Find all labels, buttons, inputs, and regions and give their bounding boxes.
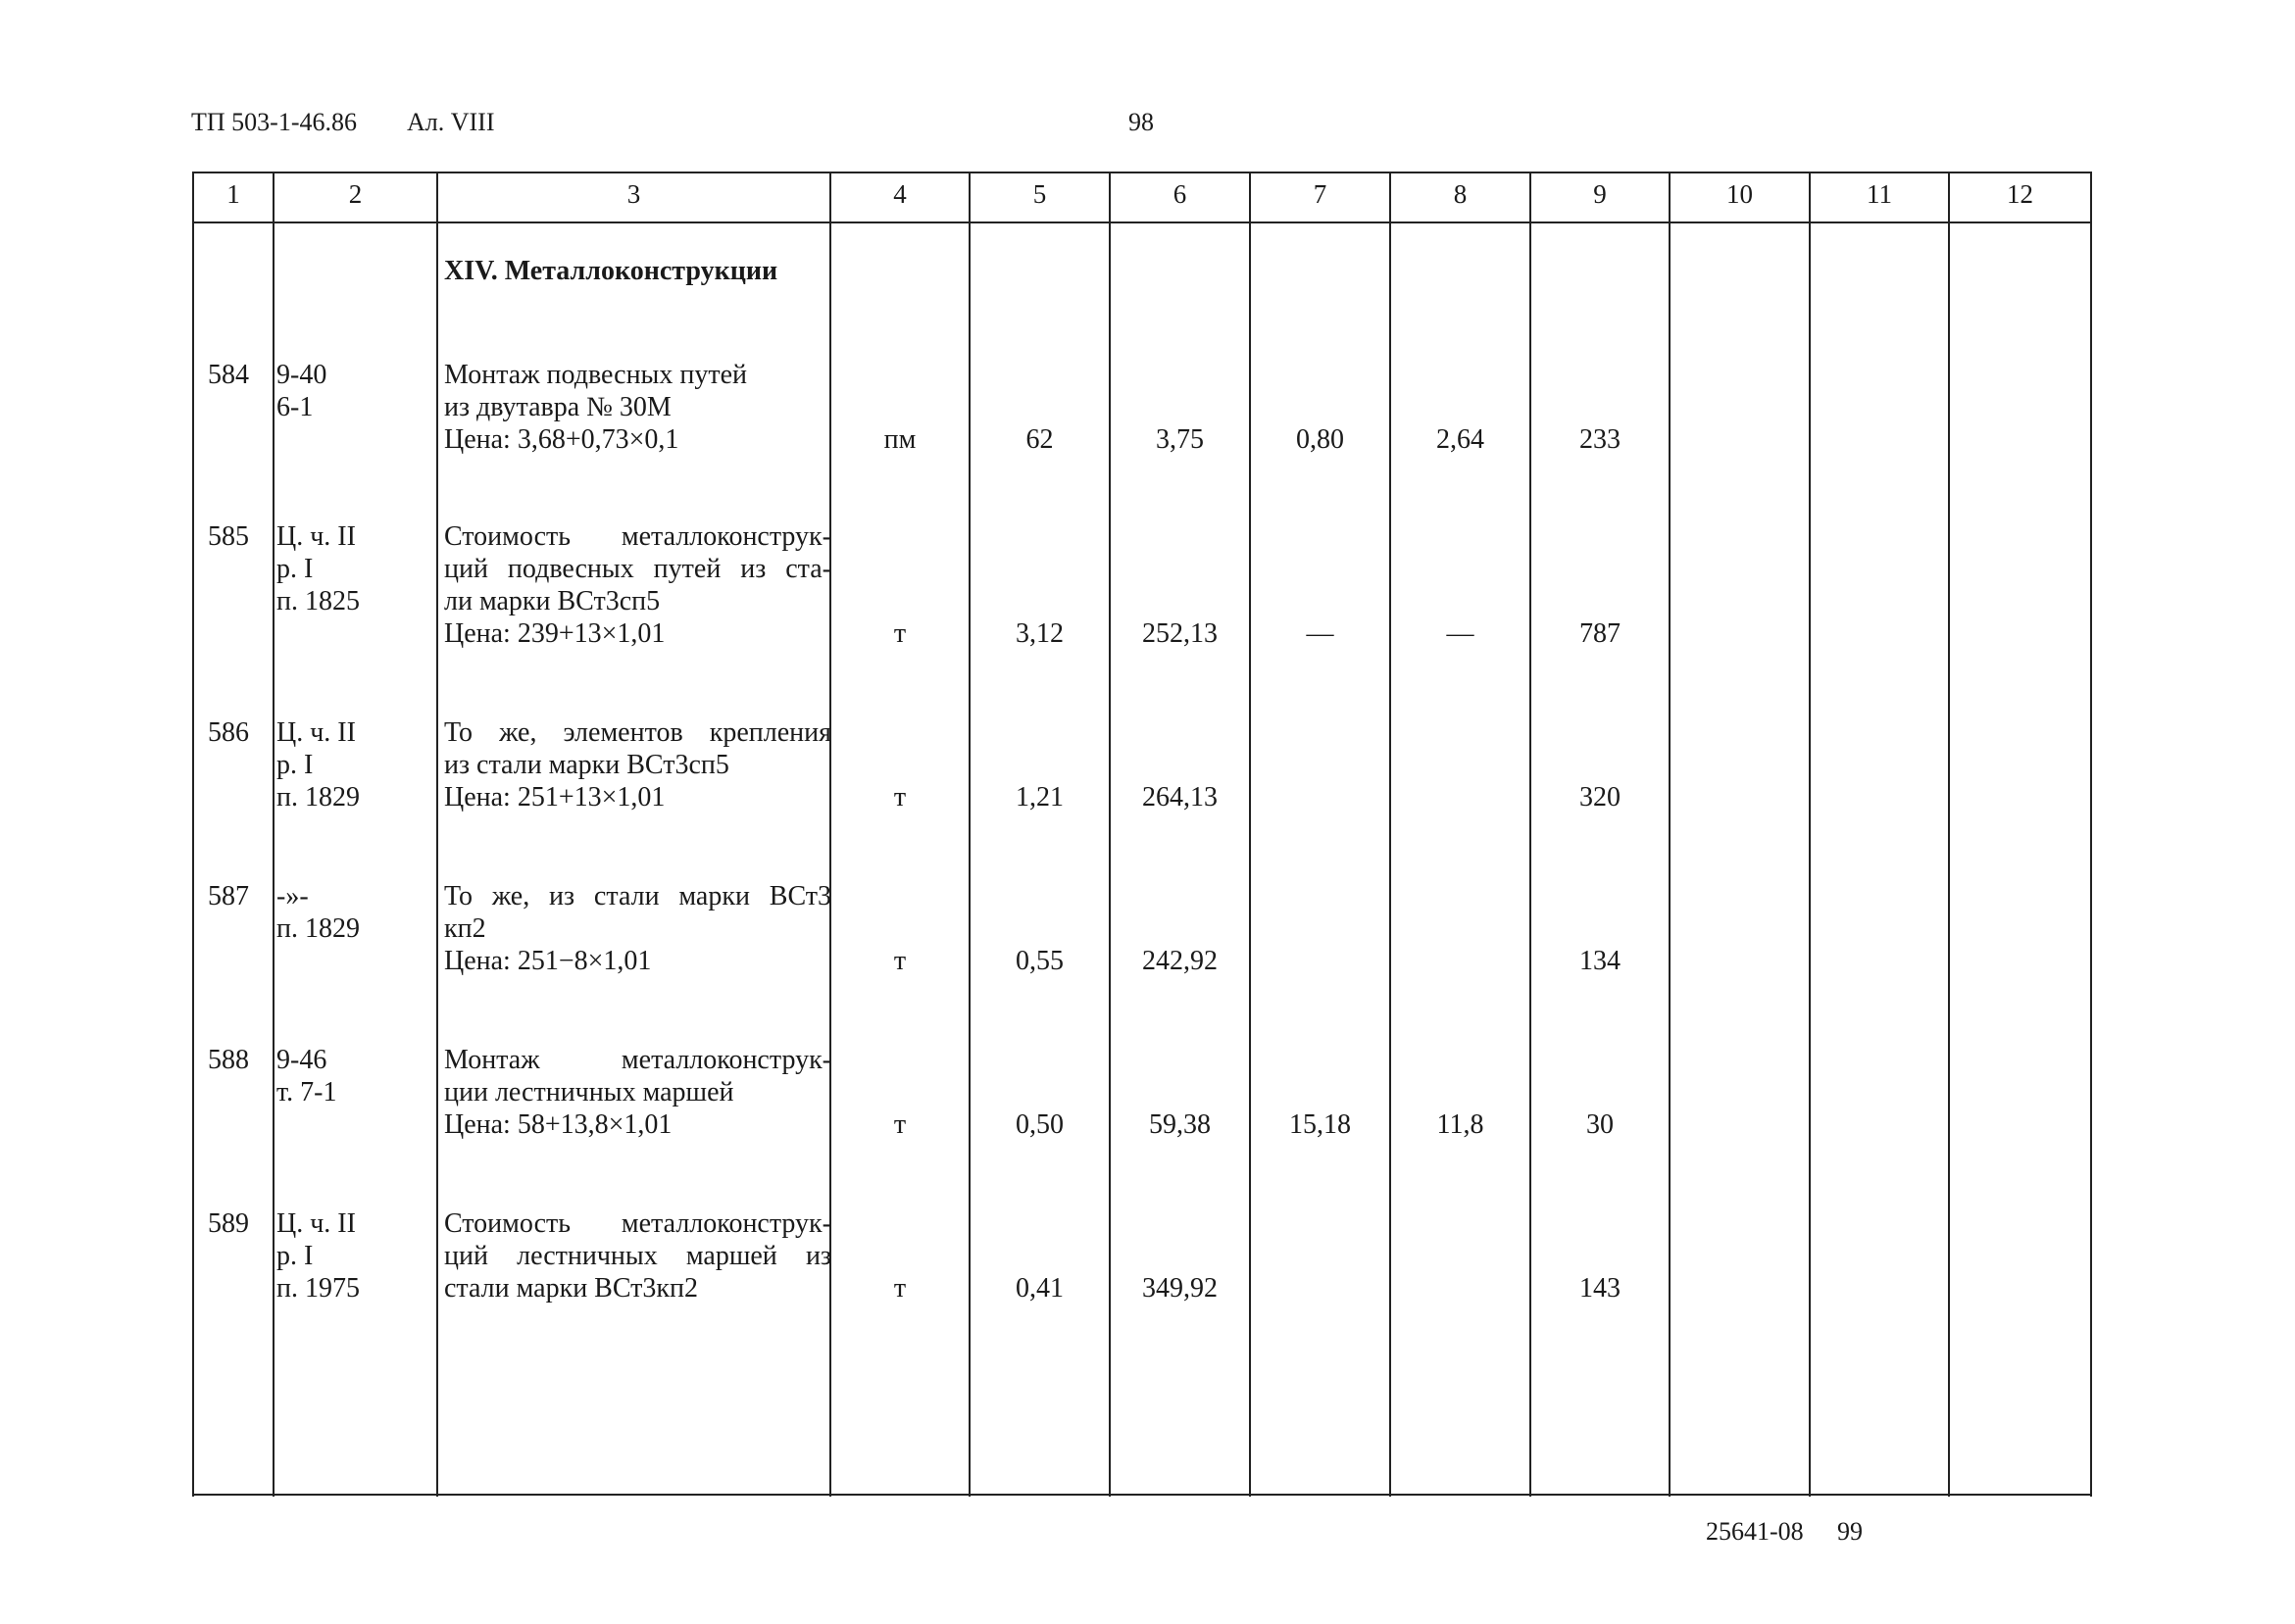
header-row-border <box>192 221 2092 223</box>
unit-price: 59,38 <box>1149 1109 1211 1140</box>
quantity: 1,21 <box>1016 782 1064 812</box>
unit-price: 3,75 <box>1156 424 1204 455</box>
column-number: 7 <box>1313 179 1327 209</box>
column-number: 5 <box>1032 179 1047 209</box>
unit-price: 349,92 <box>1142 1273 1218 1304</box>
column-number: 8 <box>1453 179 1468 209</box>
footer-document-code: 25641-08 <box>1706 1517 1804 1546</box>
unit: т <box>893 618 907 649</box>
unit-price: 242,92 <box>1142 946 1218 976</box>
table-bottom-border <box>192 1494 2092 1496</box>
unit-price: 252,13 <box>1142 618 1218 649</box>
total-cost: 134 <box>1579 946 1621 976</box>
price-code: -»- п. 1829 <box>276 881 360 944</box>
row-number: 587 <box>208 881 249 911</box>
price-code: 9-40 6-1 <box>276 360 327 422</box>
document-code: ТП 503-1-46.86 <box>191 108 357 136</box>
quantity: 3,12 <box>1016 618 1064 649</box>
row-number: 585 <box>208 521 249 552</box>
row-number: 588 <box>208 1045 249 1075</box>
total-cost: 30 <box>1586 1109 1614 1140</box>
col-border <box>1809 172 1811 1497</box>
column-number: 6 <box>1172 179 1187 209</box>
quantity: 62 <box>1025 424 1054 455</box>
unit: т <box>893 1109 907 1140</box>
price-code: Ц. ч. II р. I п. 1829 <box>276 717 360 812</box>
unit: т <box>893 946 907 976</box>
col-border <box>2090 172 2092 1497</box>
footer-page-number: 99 <box>1837 1517 1863 1546</box>
column-number: 10 <box>1726 179 1753 209</box>
section-title: XIV. Металлоконструкции <box>444 256 778 286</box>
col-border <box>1669 172 1671 1497</box>
work-description: То же, из стали марки ВСт3 кп2 Цена: 251−8×1,01 <box>444 881 831 976</box>
col-border <box>273 172 274 1497</box>
column-number: 11 <box>1867 179 1892 209</box>
col7-value: 15,18 <box>1289 1109 1351 1140</box>
table-top-border <box>192 172 2092 173</box>
work-description: То же, элементов крепления из стали марки ВСт3сп5 Цена: 251+13×1,01 <box>444 717 831 812</box>
total-cost: 233 <box>1579 424 1621 455</box>
row-number: 584 <box>208 360 249 390</box>
col-border <box>192 172 194 1497</box>
total-cost: 320 <box>1579 782 1621 812</box>
column-number: 2 <box>348 179 363 209</box>
row-number: 586 <box>208 717 249 748</box>
quantity: 0,50 <box>1016 1109 1064 1140</box>
col-border <box>436 172 438 1497</box>
album-number: Ал. VIII <box>407 108 495 136</box>
column-number: 4 <box>893 179 907 209</box>
total-cost: 143 <box>1579 1273 1621 1304</box>
work-description: Стоимость металлоконструк- ций лестничных маршей из стали марки ВСт3кп2 <box>444 1208 831 1304</box>
col7-value: — <box>1306 618 1334 649</box>
col8-value: — <box>1446 618 1474 649</box>
unit: т <box>893 782 907 812</box>
row-number: 589 <box>208 1208 249 1239</box>
col8-value: 11,8 <box>1436 1109 1484 1140</box>
column-number: 3 <box>626 179 641 209</box>
unit: т <box>893 1273 907 1304</box>
col-border <box>1249 172 1251 1497</box>
price-code: Ц. ч. II р. I п. 1975 <box>276 1208 360 1304</box>
work-description: Стоимость металлоконструк- ций подвесных путей из ста- ли марки ВСт3сп5 Цена: 239+13×1,01 <box>444 521 831 649</box>
quantity: 0,55 <box>1016 946 1064 976</box>
page-number: 98 <box>1128 108 1154 136</box>
estimate-table <box>192 172 2092 1497</box>
unit-price: 264,13 <box>1142 782 1218 812</box>
col-border <box>1389 172 1391 1497</box>
work-description: Монтаж металлоконструк- ции лестничных маршей Цена: 58+13,8×1,01 <box>444 1045 831 1140</box>
quantity: 0,41 <box>1016 1273 1064 1304</box>
col-border <box>1948 172 1950 1497</box>
unit: пм <box>883 424 917 455</box>
price-code: Ц. ч. II р. I п. 1825 <box>276 521 360 616</box>
column-number: 12 <box>2007 179 2033 209</box>
work-description: Монтаж подвесных путей из двутавра № 30М Цена: 3,68+0,73×0,1 <box>444 360 747 455</box>
col7-value: 0,80 <box>1296 424 1344 455</box>
column-number: 9 <box>1593 179 1607 209</box>
col8-value: 2,64 <box>1436 424 1484 455</box>
price-code: 9-46 т. 7-1 <box>276 1045 337 1107</box>
column-number: 1 <box>226 179 240 209</box>
total-cost: 787 <box>1579 618 1621 649</box>
